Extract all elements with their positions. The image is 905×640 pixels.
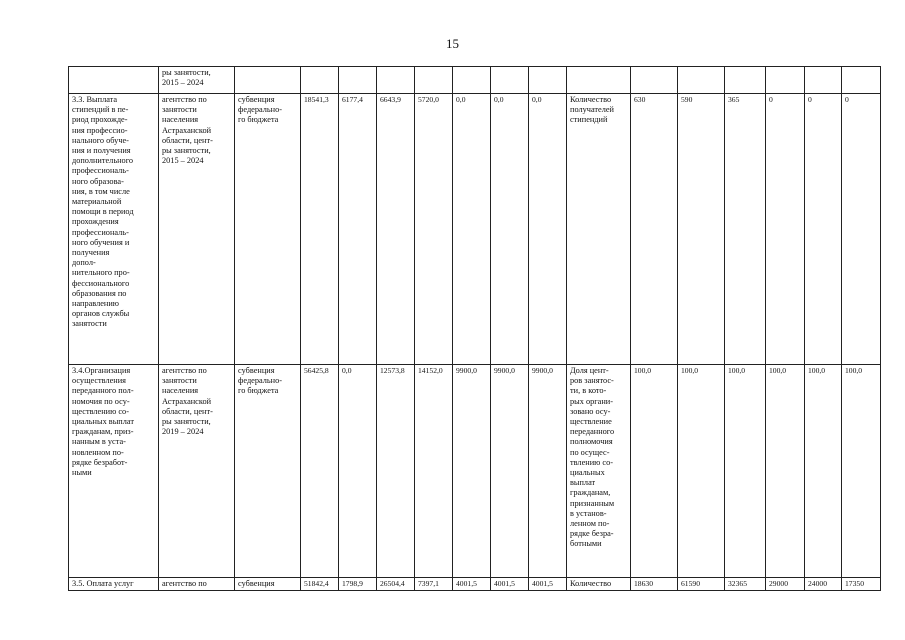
indicator-value-cell: 17350 (842, 578, 881, 591)
year-value-cell: 0,0 (529, 94, 567, 365)
indicator-value-cell: 365 (725, 94, 766, 365)
year-value-cell: 5720,0 (415, 94, 453, 365)
indicator-value-cell: 0 (766, 94, 805, 365)
year-value-cell: 26504,4 (377, 578, 415, 591)
year-value-cell (453, 67, 491, 94)
year-value-cell: 4001,5 (491, 578, 529, 591)
indicator-value-cell: 32365 (725, 578, 766, 591)
year-value-cell: 0,0 (339, 365, 377, 578)
indicator-value-cell (631, 67, 678, 94)
year-value-cell (377, 67, 415, 94)
funding-source-cell: субвенция федерально- го бюджета (235, 365, 301, 578)
indicator-value-cell (766, 67, 805, 94)
total-cell: 56425,8 (301, 365, 339, 578)
table-row (69, 67, 881, 94)
year-value-cell: 4001,5 (529, 578, 567, 591)
indicator-value-cell: 630 (631, 94, 678, 365)
total-cell: 51842,4 (301, 578, 339, 591)
indicator-cell: Количество (567, 578, 631, 591)
year-value-cell: 12573,8 (377, 365, 415, 578)
year-value-cell: 6177,4 (339, 94, 377, 365)
year-value-cell: 9900,0 (529, 365, 567, 578)
activity-name-cell: 3.3. Выплата стипендий в пе- риод прохожде- ния профессио- нального обуче- ния и получения дополнительного профессиональ- ного образова- ния, в том числе материальной помощи в период прохождения профессиональ- ного обучения и получения допол- нительного про- фессионального образования по направлению органов службы занятости (69, 94, 159, 365)
indicator-value-cell (678, 67, 725, 94)
year-value-cell: 0,0 (491, 94, 529, 365)
year-value-cell: 9900,0 (453, 365, 491, 578)
indicator-value-cell: 100,0 (842, 365, 881, 578)
indicator-cell: Доля цент- ров занятос- ти, в кото- рых органи- зовано осу- ществление переданного полномочия по осущес- твлению со- циальных выплат гражданам, признанным в установ- ленном по- рядке безра- ботными (567, 365, 631, 578)
total-cell: 18541,3 (301, 94, 339, 365)
indicator-value-cell: 24000 (805, 578, 842, 591)
year-value-cell (529, 67, 567, 94)
indicator-value-cell: 0 (842, 94, 881, 365)
year-value-cell: 4001,5 (453, 578, 491, 591)
indicator-value-cell: 0 (805, 94, 842, 365)
indicator-cell (567, 67, 631, 94)
year-value-cell: 9900,0 (491, 365, 529, 578)
activity-name-cell: 3.5. Оплата услуг (69, 578, 159, 591)
indicator-value-cell: 61590 (678, 578, 725, 591)
table-row (69, 94, 881, 365)
indicator-value-cell (805, 67, 842, 94)
year-value-cell: 14152,0 (415, 365, 453, 578)
funding-source-cell (235, 67, 301, 94)
year-value-cell (415, 67, 453, 94)
indicator-cell: Количество получателей стипендий (567, 94, 631, 365)
funding-source-cell: субвенция федерально- го бюджета (235, 94, 301, 365)
activity-name-cell (69, 67, 159, 94)
page-number: 15 (446, 36, 459, 51)
year-value-cell (339, 67, 377, 94)
executor-cell: агентство по занятости населения Астраханской области, цент- ры занятости, 2019 – 2024 (159, 365, 235, 578)
indicator-value-cell: 29000 (766, 578, 805, 591)
funding-source-cell: субвенция (235, 578, 301, 591)
indicator-value-cell: 100,0 (631, 365, 678, 578)
activity-name-cell: 3.4.Организация осуществления переданного пол- номочия по осу- ществлению со- циальных выплат гражданам, приз- нанным в уста- новленном по- рядке безработ- ными (69, 365, 159, 578)
executor-cell: агентство по (159, 578, 235, 591)
indicator-value-cell: 100,0 (766, 365, 805, 578)
indicator-value-cell: 100,0 (725, 365, 766, 578)
program-activities-table (68, 66, 881, 591)
indicator-value-cell (725, 67, 766, 94)
year-value-cell: 7397,1 (415, 578, 453, 591)
year-value-cell: 0,0 (453, 94, 491, 365)
year-value-cell (491, 67, 529, 94)
year-value-cell: 1798,9 (339, 578, 377, 591)
year-value-cell: 6643,9 (377, 94, 415, 365)
indicator-value-cell: 18630 (631, 578, 678, 591)
indicator-value-cell: 100,0 (678, 365, 725, 578)
indicator-value-cell: 100,0 (805, 365, 842, 578)
total-cell (301, 67, 339, 94)
indicator-value-cell: 590 (678, 94, 725, 365)
executor-cell: ры занятости, 2015 – 2024 (159, 67, 235, 94)
table-row (69, 365, 881, 578)
indicator-value-cell (842, 67, 881, 94)
table-row (69, 578, 881, 591)
executor-cell: агентство по занятости населения Астраханской области, цент- ры занятости, 2015 – 2024 (159, 94, 235, 365)
